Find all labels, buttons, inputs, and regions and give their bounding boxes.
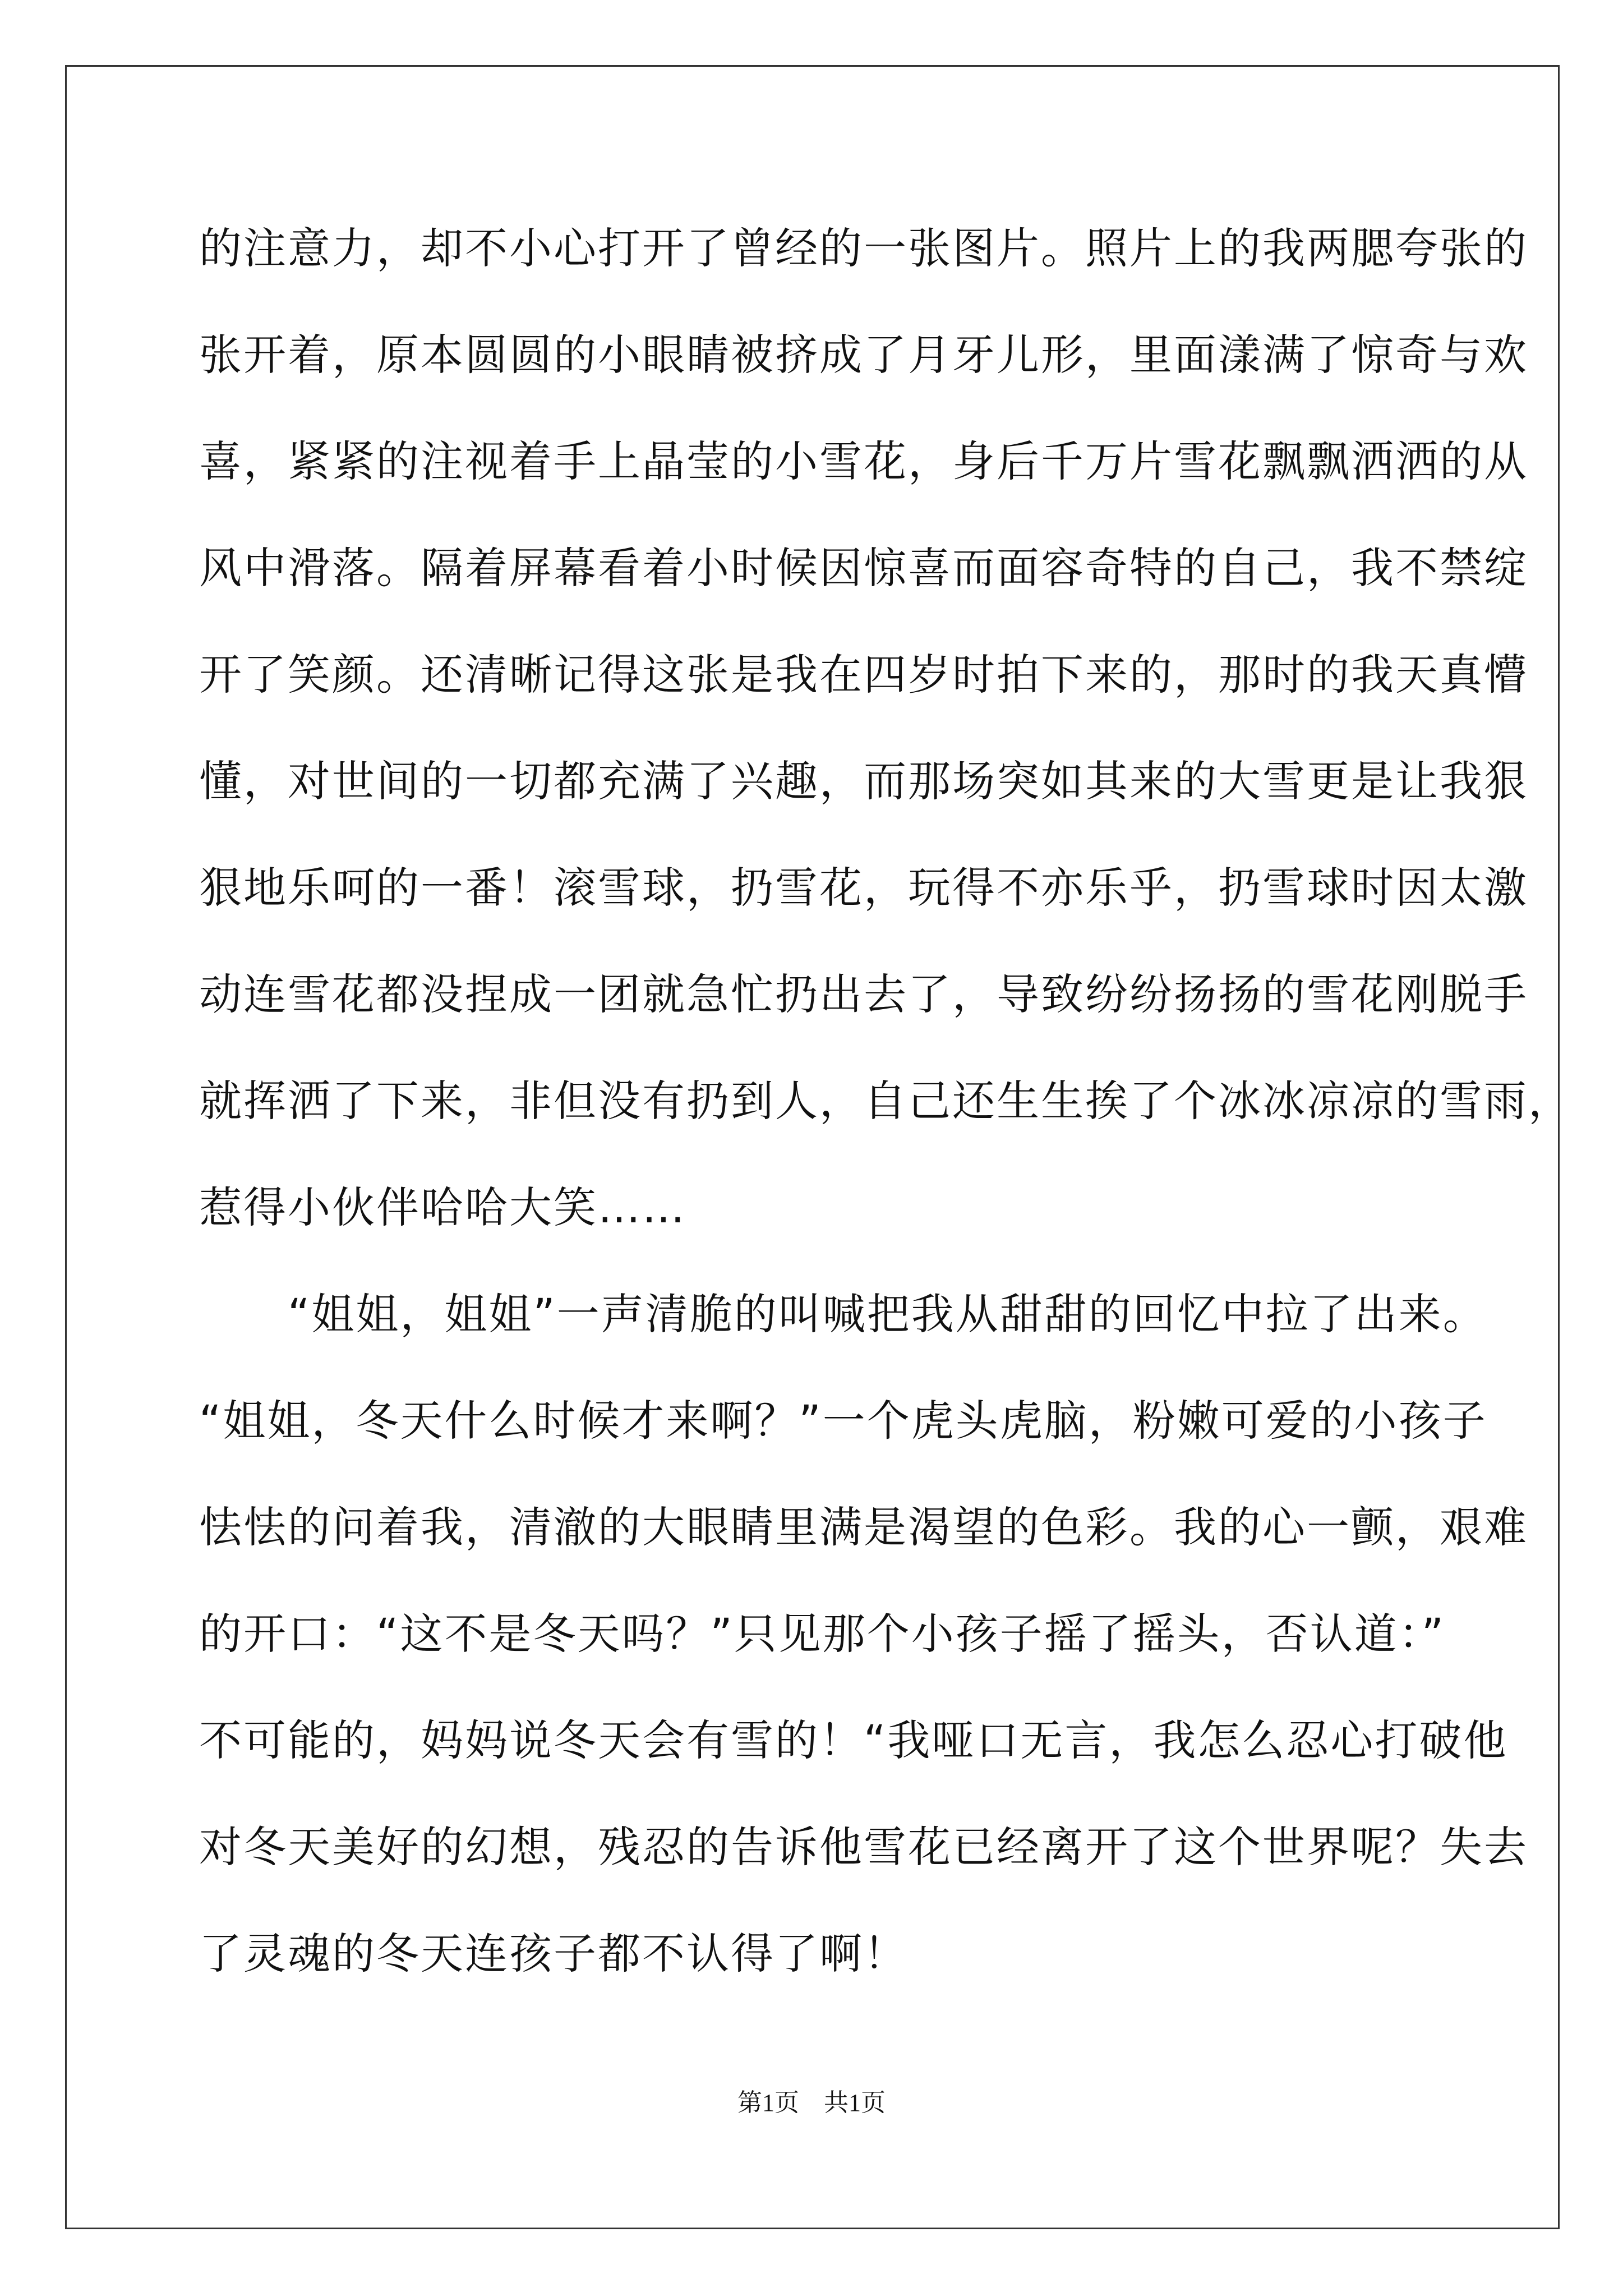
text-line: 不可能的，妈妈说冬天会有雪的！“我哑口无言，我怎么忍心打破他	[199, 1715, 1508, 1765]
text-line: 喜，紧紧的注视着手上晶莹的小雪花，身后千万片雪花飘飘洒洒的从	[199, 436, 1528, 486]
page-border	[65, 65, 1560, 2229]
text-line: 了灵魂的冬天连孩子都不认得了啊！	[199, 1929, 908, 1978]
text-line: “姐姐，冬天什么时候才来啊？”一个虎头虎脑，粉嫩可爱的小孩子	[199, 1396, 1487, 1446]
text-line: 懂，对世间的一切都充满了兴趣，而那场突如其来的大雪更是让我狠	[199, 756, 1528, 806]
text-line: 狠地乐呵的一番！滚雪球，扔雪花，玩得不亦乐乎，扔雪球时因太激	[199, 863, 1528, 913]
text-line: 惹得小伙伴哈哈大笑……	[199, 1182, 686, 1232]
text-line: “姐姐，姐姐”一声清脆的叫喊把我从甜甜的回忆中拉了出来。	[199, 1289, 1487, 1339]
text-line: 风中滑落。隔着屏幕看着小时候因惊喜而面容奇特的自己，我不禁绽	[199, 543, 1528, 593]
text-line: 对冬天美好的幻想，残忍的告诉他雪花已经离开了这个世界呢？失去	[199, 1822, 1528, 1872]
page-number: 第1页 共1页	[737, 2089, 886, 2116]
text-line: 张开着，原本圆圆的小眼睛被挤成了月牙儿形，里面漾满了惊奇与欢	[199, 330, 1528, 380]
text-line: 怯怯的问着我，清澈的大眼睛里满是渴望的色彩。我的心一颤，艰难	[199, 1502, 1528, 1552]
text-line: 就挥洒了下来，非但没有扔到人，自己还生生挨了个冰冰凉凉的雪雨，	[199, 1076, 1573, 1126]
page-footer	[0, 2091, 1623, 2115]
text-line: 的注意力，却不小心打开了曾经的一张图片。照片上的我两腮夸张的	[199, 223, 1528, 273]
text-line: 开了笑颜。还清晰记得这张是我在四岁时拍下来的，那时的我天真懵	[199, 650, 1528, 700]
text-line: 动连雪花都没捏成一团就急忙扔出去了，导致纷纷扬扬的雪花刚脱手	[199, 969, 1528, 1019]
text-line: 的开口：“这不是冬天吗？”只见那个小孩子摇了摇头，否认道：”	[199, 1609, 1446, 1659]
